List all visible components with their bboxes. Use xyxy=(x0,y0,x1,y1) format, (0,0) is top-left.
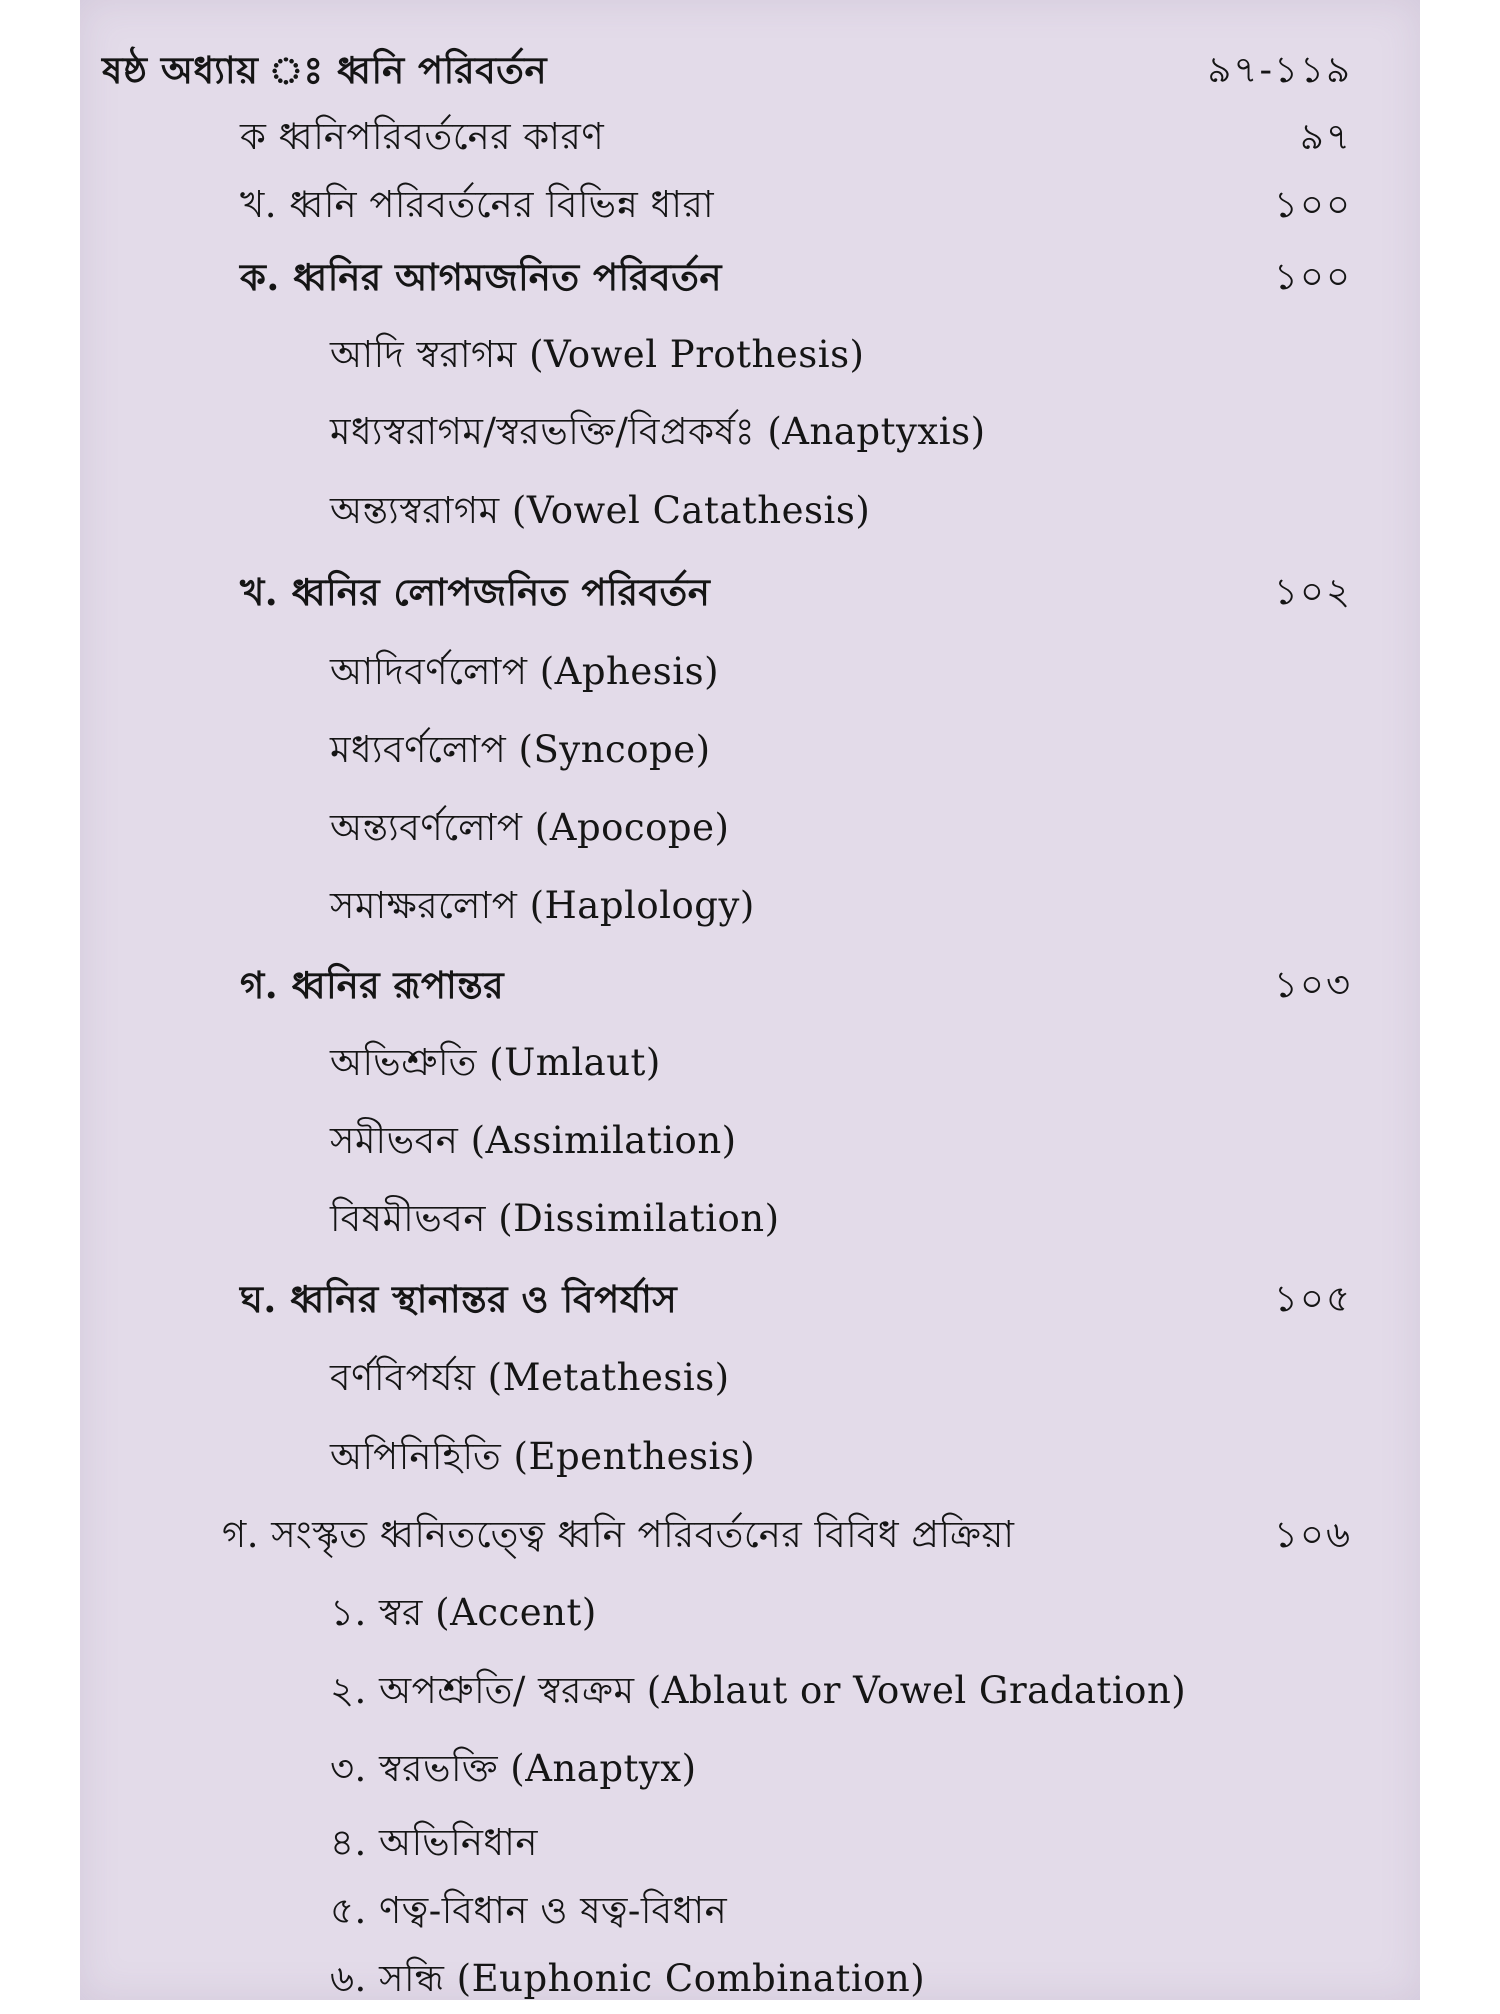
toc-subentry xyxy=(0,715,1500,785)
section-page: ১০০ xyxy=(1273,255,1352,298)
entry-text: খ. ধ্বনি পরিবর্তনের বিভিন্ন ধারা xyxy=(240,183,715,226)
entry-text: আদিবর্ণলোপ (Aphesis) xyxy=(330,650,720,693)
section-page: ১০২ xyxy=(1273,570,1352,613)
toc-subentry xyxy=(0,1343,1500,1413)
toc-subentry xyxy=(0,476,1500,546)
toc-section-heading xyxy=(0,1264,1500,1334)
toc-subentry xyxy=(0,1578,1500,1648)
toc-subentry xyxy=(0,1808,1500,1878)
entry-text: ১. স্বর (Accent) xyxy=(330,1591,597,1634)
toc-section-heading xyxy=(0,557,1500,627)
entry-page: ১০০ xyxy=(1273,183,1352,226)
toc-subentry xyxy=(0,1422,1500,1492)
entry-text: মধ্যস্বরাগম/স্বরভক্তি/বিপ্রকর্ষঃ (Anaptyxis) xyxy=(330,410,986,453)
entry-text: ৩. স্বরভক্তি (Anaptyx) xyxy=(330,1747,697,1790)
toc-subentry xyxy=(0,793,1500,863)
section-title: ক. ধ্বনির আগমজনিত পরিবর্তন xyxy=(240,255,722,299)
chapter-title: ষষ্ঠ অধ্যায় ঃ ধ্বনি পরিবর্তন xyxy=(102,48,548,92)
entry-text: অন্ত্যবর্ণলোপ (Apocope) xyxy=(330,806,730,849)
entry-text: অন্ত্যস্বরাগম (Vowel Catathesis) xyxy=(330,489,871,532)
entry-page: ১০৬ xyxy=(1273,1513,1352,1556)
entry-text: গ. সংস্কৃত ধ্বনিতত্ত্বে ধ্বনি পরিবর্তনের বিবিধ প্রক্রিয়া xyxy=(222,1513,1015,1556)
section-title: গ. ধ্বনির রূপান্তর xyxy=(240,963,505,1007)
chapter-heading-row xyxy=(0,35,1500,105)
toc-subentry xyxy=(0,637,1500,707)
entry-page: ৯৭ xyxy=(1299,115,1352,158)
toc-subentry xyxy=(0,1656,1500,1726)
section-page: ১০৫ xyxy=(1273,1277,1352,1320)
toc-subentry xyxy=(0,1106,1500,1176)
entry-text: অভিশ্রুতি (Umlaut) xyxy=(330,1041,661,1084)
entry-text: বিষমীভবন (Dissimilation) xyxy=(330,1197,780,1240)
entry-text: অপিনিহিতি (Epenthesis) xyxy=(330,1435,756,1478)
toc-subentry xyxy=(0,1734,1500,1804)
toc-subentry xyxy=(0,320,1500,390)
toc-entry xyxy=(0,1500,1500,1570)
entry-text: ৬. সন্ধি (Euphonic Combination) xyxy=(330,1957,926,2000)
entry-text: ৪. অভিনিধান xyxy=(330,1821,538,1864)
toc-subentry xyxy=(0,1028,1500,1098)
toc-subentry xyxy=(0,871,1500,941)
section-title: খ. ধ্বনির লোপজনিত পরিবর্তন xyxy=(240,570,711,614)
entry-text: ৫. ণত্ব-বিধান ও ষত্ব-বিধান xyxy=(330,1889,728,1932)
toc-section-heading xyxy=(0,950,1500,1020)
toc-entry xyxy=(0,102,1500,172)
section-title: ঘ. ধ্বনির স্থানান্তর ও বিপর্যাস xyxy=(240,1277,678,1321)
section-page: ১০৩ xyxy=(1273,963,1352,1006)
toc-subentry xyxy=(0,1944,1500,2014)
toc-subentry xyxy=(0,1184,1500,1254)
entry-text: সমীভবন (Assimilation) xyxy=(330,1119,737,1162)
entry-text: ২. অপশ্রুতি/ স্বরক্রম (Ablaut or Vowel Gradation) xyxy=(330,1669,1187,1712)
entry-text: আদি স্বরাগম (Vowel Prothesis) xyxy=(330,333,865,376)
toc-subentry xyxy=(0,1876,1500,1946)
toc-subentry xyxy=(0,397,1500,467)
entry-text: সমাক্ষরলোপ (Haplology) xyxy=(330,884,755,927)
toc-section-heading xyxy=(0,242,1500,312)
entry-text: ক ধ্বনিপরিবর্তনের কারণ xyxy=(240,115,605,158)
chapter-page-range: ৯৭-১১৯ xyxy=(1207,48,1352,91)
entry-text: মধ্যবর্ণলোপ (Syncope) xyxy=(330,728,711,771)
toc-entry xyxy=(0,170,1500,240)
entry-text: বর্ণবিপর্যয় (Metathesis) xyxy=(330,1356,730,1399)
